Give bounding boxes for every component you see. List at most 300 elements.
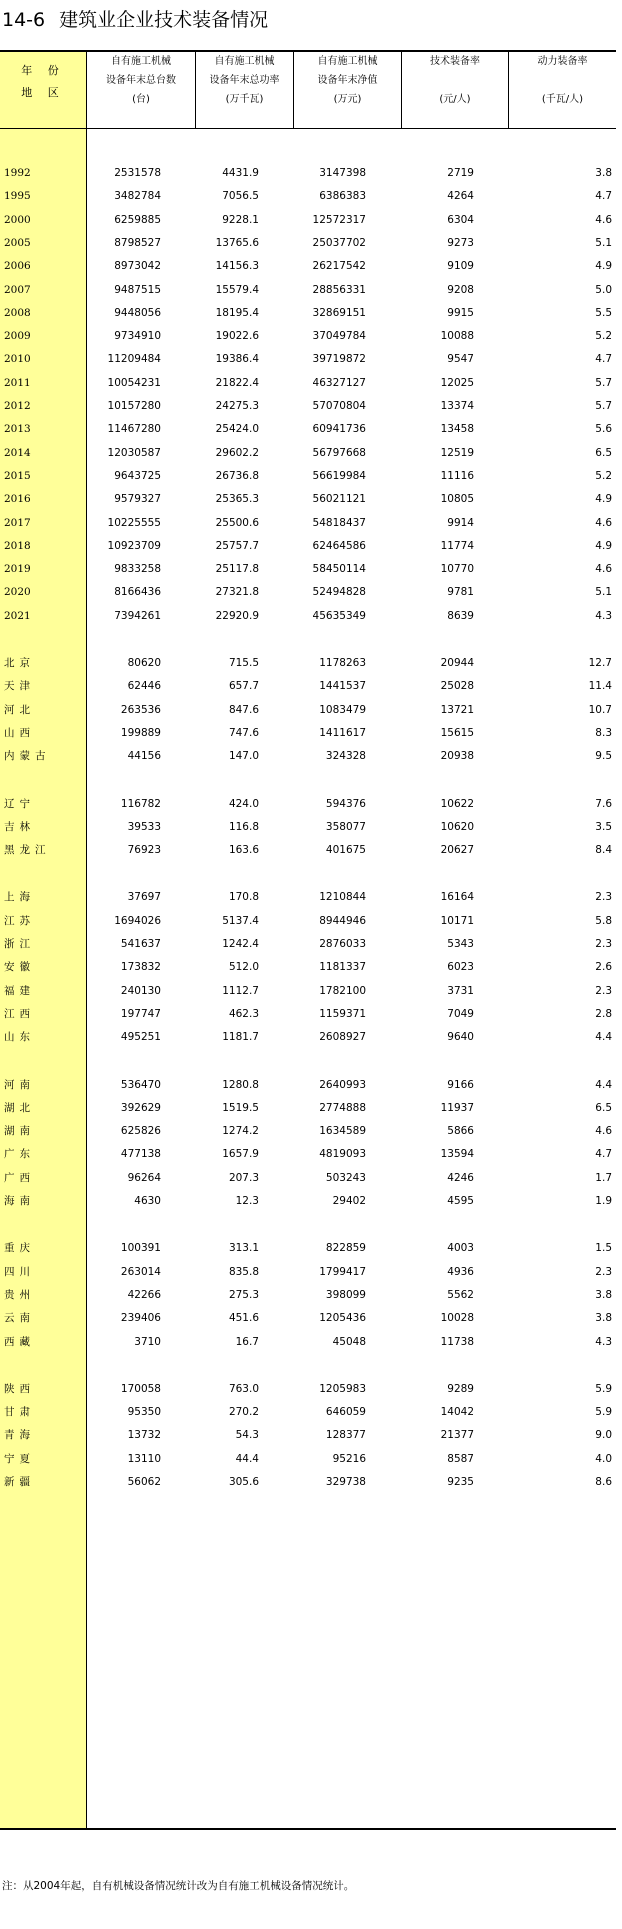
region-row <box>0 793 616 815</box>
equipment-count: 625826 <box>120 1125 161 1138</box>
tech-equipment-rate: 21377 <box>440 1429 474 1442</box>
power-equipment-rate: 5.8 <box>595 914 612 927</box>
power-equipment-rate: 4.6 <box>595 1125 612 1138</box>
year-row <box>0 209 616 231</box>
row-label: 内蒙古 <box>4 750 51 763</box>
total-power: 13765.6 <box>215 236 259 249</box>
footnote: 注：从2004年起，自有机械设备情况统计改为自有施工机械设备情况统计。 <box>2 1880 355 1892</box>
table-header <box>0 52 616 129</box>
region-row <box>0 886 616 908</box>
row-label: 上海 <box>4 891 35 904</box>
power-equipment-rate: 2.6 <box>595 961 612 974</box>
power-equipment-rate: 4.9 <box>595 493 612 506</box>
region-row <box>0 839 616 861</box>
net-value: 2608927 <box>319 1031 366 1044</box>
year-row <box>0 302 616 324</box>
header-col-5-unit: (千瓦/人) <box>541 94 584 105</box>
region-row <box>0 745 616 767</box>
region-row <box>0 816 616 838</box>
total-power: 22920.9 <box>215 609 259 622</box>
net-value: 822859 <box>325 1242 366 1255</box>
power-equipment-rate: 6.5 <box>595 446 612 459</box>
total-power: 24275.3 <box>215 400 259 412</box>
net-value: 54818437 <box>312 516 366 529</box>
tech-equipment-rate: 6023 <box>447 961 474 974</box>
region-row <box>0 980 616 1002</box>
total-power: 657.7 <box>228 680 259 693</box>
tech-equipment-rate: 9640 <box>447 1031 474 1044</box>
year-row <box>0 418 616 440</box>
row-label: 福建 <box>4 984 35 997</box>
region-row <box>0 675 616 697</box>
power-equipment-rate: 2.3 <box>595 1265 612 1278</box>
equipment-count: 9643725 <box>114 469 161 482</box>
equipment-count: 100391 <box>120 1242 161 1255</box>
power-equipment-rate: 4.7 <box>595 1148 612 1161</box>
power-equipment-rate: 4.7 <box>595 190 612 203</box>
row-label: 2005 <box>4 236 31 249</box>
total-power: 26736.8 <box>215 469 259 482</box>
equipment-count: 62446 <box>127 680 161 693</box>
tech-equipment-rate: 12025 <box>440 376 474 389</box>
total-power: 21822.4 <box>215 376 259 389</box>
row-label: 2010 <box>4 353 31 366</box>
tech-equipment-rate: 4936 <box>447 1265 474 1278</box>
power-equipment-rate: 2.3 <box>595 938 612 950</box>
total-power: 747.6 <box>228 726 259 739</box>
tech-equipment-rate: 9547 <box>447 353 474 366</box>
tech-equipment-rate: 10028 <box>440 1312 474 1325</box>
power-equipment-rate: 7.6 <box>595 797 612 810</box>
tech-equipment-rate: 10805 <box>440 493 474 506</box>
power-equipment-rate: 5.5 <box>595 306 612 319</box>
region-row <box>0 1120 616 1142</box>
row-label: 江西 <box>4 1007 35 1020</box>
equipment-count: 11467280 <box>107 423 161 436</box>
total-power: 29602.2 <box>215 446 259 459</box>
region-row <box>0 1167 616 1189</box>
tech-equipment-rate: 11116 <box>440 469 474 482</box>
power-equipment-rate: 6.5 <box>595 1101 612 1114</box>
tech-equipment-rate: 10770 <box>440 563 474 576</box>
stub-header-year: 年 份 <box>21 64 65 77</box>
region-row <box>0 1237 616 1259</box>
total-power: 424.0 <box>228 797 259 810</box>
total-power: 19022.6 <box>215 330 259 343</box>
tech-equipment-rate: 7049 <box>447 1007 474 1020</box>
year-row <box>0 325 616 347</box>
total-power: 462.3 <box>228 1007 259 1020</box>
region-row <box>0 1003 616 1025</box>
power-equipment-rate: 5.1 <box>595 586 612 599</box>
region-row <box>0 722 616 744</box>
tech-equipment-rate: 9166 <box>447 1078 474 1091</box>
total-power: 305.6 <box>228 1476 259 1488</box>
power-equipment-rate: 4.6 <box>595 563 612 576</box>
tech-equipment-rate: 6304 <box>447 213 474 226</box>
power-equipment-rate: 4.9 <box>595 260 612 273</box>
equipment-count: 170058 <box>120 1382 161 1395</box>
tech-equipment-rate: 9109 <box>447 260 474 273</box>
power-equipment-rate: 5.9 <box>595 1382 612 1395</box>
equipment-count: 10225555 <box>107 516 161 529</box>
equipment-count: 9734910 <box>114 330 161 343</box>
power-equipment-rate: 5.6 <box>595 423 612 436</box>
tech-equipment-rate: 5343 <box>447 938 474 950</box>
region-row <box>0 652 616 674</box>
header-col-4 <box>402 52 509 128</box>
row-label: 2000 <box>4 213 31 226</box>
power-equipment-rate: 2.3 <box>595 891 612 904</box>
total-power: 1112.7 <box>222 984 259 997</box>
tech-equipment-rate: 10088 <box>440 330 474 343</box>
row-label: 云南 <box>4 1312 35 1325</box>
net-value: 4819093 <box>319 1148 366 1161</box>
table-title: 建筑业企业技术装备情况 <box>59 9 269 31</box>
total-power: 54.3 <box>235 1429 259 1442</box>
total-power: 1519.5 <box>222 1101 259 1114</box>
power-equipment-rate: 2.3 <box>595 984 612 997</box>
equipment-count: 10054231 <box>107 376 161 389</box>
header-col-1-unit: (台) <box>132 94 150 105</box>
region-row <box>0 699 616 721</box>
equipment-count: 42266 <box>127 1288 161 1301</box>
equipment-count: 39533 <box>127 820 161 833</box>
net-value: 45048 <box>332 1335 366 1348</box>
net-value: 56021121 <box>312 493 366 506</box>
power-equipment-rate: 12.7 <box>588 657 612 669</box>
net-value: 358077 <box>325 820 366 833</box>
table-number: 14-6 <box>2 9 46 31</box>
row-label: 山东 <box>4 1031 35 1044</box>
row-label: 山西 <box>4 726 35 739</box>
total-power: 847.6 <box>228 703 259 716</box>
row-label: 2006 <box>4 260 31 273</box>
tech-equipment-rate: 14042 <box>440 1406 474 1419</box>
net-value: 56797668 <box>312 446 366 459</box>
net-value: 128377 <box>325 1429 366 1442</box>
total-power: 1242.4 <box>222 938 259 950</box>
net-value: 56619984 <box>312 469 366 482</box>
equipment-count: 239406 <box>120 1312 161 1325</box>
total-power: 1280.8 <box>222 1078 259 1091</box>
row-label: 河南 <box>4 1078 35 1091</box>
region-row <box>0 1471 616 1493</box>
total-power: 763.0 <box>228 1382 259 1395</box>
equipment-count: 9833258 <box>114 563 161 576</box>
row-label: 2011 <box>4 376 31 389</box>
region-row <box>0 1097 616 1119</box>
year-row <box>0 395 616 417</box>
net-value: 646059 <box>325 1406 366 1419</box>
net-value: 1634589 <box>319 1125 366 1138</box>
header-col-5-line-2 <box>509 71 616 90</box>
total-power: 9228.1 <box>222 213 259 226</box>
equipment-count: 10923709 <box>107 539 161 552</box>
equipment-count: 95350 <box>127 1406 161 1419</box>
net-value: 503243 <box>325 1171 366 1184</box>
row-label: 2019 <box>4 563 31 576</box>
equipment-count: 536470 <box>120 1078 161 1091</box>
tech-equipment-rate: 11774 <box>440 539 474 552</box>
equipment-count: 11209484 <box>107 353 161 366</box>
row-label: 贵州 <box>4 1288 35 1301</box>
power-equipment-rate: 8.6 <box>595 1476 612 1488</box>
header-col-5 <box>509 52 616 128</box>
tech-equipment-rate: 8639 <box>447 609 474 622</box>
total-power: 207.3 <box>228 1171 259 1184</box>
row-label: 江苏 <box>4 914 35 927</box>
header-col-3-line-1: 自有施工机械 <box>317 56 378 67</box>
tech-equipment-rate: 3731 <box>447 984 474 997</box>
header-col-3-unit: (万元) <box>333 94 362 105</box>
header-col-2-unit: (万千瓦) <box>225 94 264 105</box>
net-value: 1210844 <box>319 891 366 904</box>
equipment-count: 197747 <box>120 1007 161 1020</box>
net-value: 8944946 <box>319 914 366 927</box>
equipment-count: 37697 <box>127 891 161 904</box>
header-col-3 <box>294 52 402 128</box>
region-row <box>0 910 616 932</box>
net-value: 2876033 <box>319 938 366 950</box>
tech-equipment-rate: 11937 <box>440 1101 474 1114</box>
total-power: 512.0 <box>228 961 259 974</box>
row-label: 辽宁 <box>4 797 35 810</box>
net-value: 28856331 <box>312 283 366 296</box>
header-col-2-line-2: 设备年末总功率 <box>209 75 280 86</box>
equipment-count: 8973042 <box>114 260 161 273</box>
power-equipment-rate: 4.4 <box>595 1031 612 1044</box>
equipment-count: 1694026 <box>114 914 161 927</box>
year-row <box>0 348 616 370</box>
power-equipment-rate: 3.8 <box>595 1288 612 1301</box>
equipment-count: 7394261 <box>114 609 161 622</box>
row-label: 西藏 <box>4 1335 35 1348</box>
total-power: 4431.9 <box>222 167 259 179</box>
total-power: 25500.6 <box>215 516 259 529</box>
header-col-1-line-2: 设备年末总台数 <box>106 75 176 86</box>
equipment-count: 173832 <box>120 961 161 974</box>
region-row <box>0 1331 616 1353</box>
total-power: 27321.8 <box>215 586 259 599</box>
header-col-4-unit: (元/人) <box>439 94 471 105</box>
year-row <box>0 162 616 184</box>
power-equipment-rate: 5.7 <box>595 376 612 389</box>
net-value: 37049784 <box>312 330 366 343</box>
tech-equipment-rate: 5562 <box>447 1288 474 1301</box>
region-row <box>0 1401 616 1423</box>
net-value: 324328 <box>325 750 366 763</box>
row-label: 2020 <box>4 586 31 599</box>
net-value: 29402 <box>332 1195 366 1207</box>
equipment-count: 12030587 <box>107 446 161 459</box>
net-value: 57070804 <box>312 400 366 412</box>
year-row <box>0 232 616 254</box>
total-power: 147.0 <box>228 750 259 763</box>
total-power: 7056.5 <box>222 190 259 203</box>
power-equipment-rate: 8.3 <box>595 726 612 739</box>
row-label: 吉林 <box>4 820 35 833</box>
equipment-count: 541637 <box>120 938 161 950</box>
region-row <box>0 1190 616 1212</box>
power-equipment-rate: 4.0 <box>595 1452 612 1465</box>
region-row <box>0 1026 616 1048</box>
power-equipment-rate: 1.9 <box>595 1195 612 1207</box>
equipment-count: 263536 <box>120 703 161 716</box>
year-row <box>0 372 616 394</box>
total-power: 170.8 <box>228 891 259 904</box>
tech-equipment-rate: 9235 <box>447 1476 474 1488</box>
net-value: 1178263 <box>319 657 366 669</box>
total-power: 163.6 <box>228 844 259 857</box>
row-label: 海南 <box>4 1195 35 1207</box>
row-label: 湖北 <box>4 1101 35 1114</box>
region-row <box>0 1284 616 1306</box>
net-value: 32869151 <box>312 306 366 319</box>
net-value: 1083479 <box>319 703 366 716</box>
equipment-count: 3482784 <box>114 190 161 203</box>
equipment-count: 9487515 <box>114 283 161 296</box>
row-label: 2014 <box>4 446 31 459</box>
total-power: 270.2 <box>228 1406 259 1419</box>
year-row <box>0 185 616 207</box>
row-label: 1995 <box>4 190 31 203</box>
total-power: 25424.0 <box>215 423 259 436</box>
net-value: 52494828 <box>312 586 366 599</box>
year-row <box>0 512 616 534</box>
tech-equipment-rate: 13374 <box>440 400 474 412</box>
row-label: 2021 <box>4 609 31 622</box>
total-power: 15579.4 <box>215 283 259 296</box>
header-col-4-line-1: 技术装备率 <box>430 56 480 67</box>
net-value: 1441537 <box>319 680 366 693</box>
row-label: 湖南 <box>4 1125 35 1138</box>
row-label: 2012 <box>4 400 31 412</box>
total-power: 12.3 <box>235 1195 259 1207</box>
row-label: 宁夏 <box>4 1452 35 1465</box>
total-power: 835.8 <box>228 1265 259 1278</box>
equipment-count: 10157280 <box>107 400 161 412</box>
equipment-count: 13110 <box>127 1452 161 1465</box>
year-row <box>0 255 616 277</box>
total-power: 16.7 <box>235 1335 259 1348</box>
region-row <box>0 933 616 955</box>
power-equipment-rate: 9.5 <box>595 750 612 763</box>
tech-equipment-rate: 9273 <box>447 236 474 249</box>
region-row <box>0 1424 616 1446</box>
tech-equipment-rate: 2719 <box>447 167 474 179</box>
equipment-count: 199889 <box>120 726 161 739</box>
net-value: 1181337 <box>319 961 366 974</box>
tech-equipment-rate: 25028 <box>440 680 474 693</box>
year-row <box>0 488 616 510</box>
equipment-count: 2531578 <box>114 167 161 179</box>
tech-equipment-rate: 9915 <box>447 306 474 319</box>
power-equipment-rate: 4.3 <box>595 609 612 622</box>
tech-equipment-rate: 10620 <box>440 820 474 833</box>
power-equipment-rate: 5.2 <box>595 330 612 343</box>
net-value: 12572317 <box>312 213 366 226</box>
net-value: 3147398 <box>319 167 366 179</box>
header-col-1 <box>87 52 196 128</box>
row-label: 浙江 <box>4 938 35 950</box>
total-power: 313.1 <box>228 1242 259 1255</box>
region-row <box>0 1261 616 1283</box>
tech-equipment-rate: 20944 <box>440 657 474 669</box>
row-label: 2017 <box>4 516 31 529</box>
row-label: 1992 <box>4 167 31 179</box>
tech-equipment-rate: 4246 <box>447 1171 474 1184</box>
row-label: 四川 <box>4 1265 35 1278</box>
equipment-count: 4630 <box>134 1195 161 1207</box>
power-equipment-rate: 3.5 <box>595 820 612 833</box>
tech-equipment-rate: 13458 <box>440 423 474 436</box>
year-row <box>0 581 616 603</box>
net-value: 1205983 <box>319 1382 366 1395</box>
header-col-3-line-2: 设备年末净值 <box>317 75 378 86</box>
net-value: 26217542 <box>312 260 366 273</box>
tech-equipment-rate: 10622 <box>440 797 474 810</box>
net-value: 39719872 <box>312 353 366 366</box>
net-value: 25037702 <box>312 236 366 249</box>
row-label: 黑龙江 <box>4 844 51 857</box>
equipment-count: 9448056 <box>114 306 161 319</box>
net-value: 398099 <box>325 1288 366 1301</box>
net-value: 46327127 <box>312 376 366 389</box>
tech-equipment-rate: 4003 <box>447 1242 474 1255</box>
header-col-1-line-1: 自有施工机械 <box>111 56 171 67</box>
row-label: 新疆 <box>4 1476 35 1488</box>
row-label: 安徽 <box>4 961 35 974</box>
equipment-count: 8798527 <box>114 236 161 249</box>
equipment-count: 263014 <box>120 1265 161 1278</box>
tech-equipment-rate: 12519 <box>440 446 474 459</box>
tech-equipment-rate: 9208 <box>447 283 474 296</box>
row-label: 北京 <box>4 657 35 669</box>
row-label: 河北 <box>4 703 35 716</box>
equipment-count: 495251 <box>120 1031 161 1044</box>
power-equipment-rate: 5.0 <box>595 283 612 296</box>
total-power: 715.5 <box>228 657 259 669</box>
total-power: 1181.7 <box>222 1031 259 1044</box>
equipment-count: 9579327 <box>114 493 161 506</box>
tech-equipment-rate: 13594 <box>440 1148 474 1161</box>
power-equipment-rate: 5.7 <box>595 400 612 412</box>
power-equipment-rate: 1.5 <box>595 1242 612 1255</box>
row-label: 2018 <box>4 539 31 552</box>
power-equipment-rate: 1.7 <box>595 1171 612 1184</box>
tech-equipment-rate: 9289 <box>447 1382 474 1395</box>
total-power: 14156.3 <box>215 260 259 273</box>
net-value: 2640993 <box>319 1078 366 1091</box>
year-row <box>0 442 616 464</box>
equipment-count: 116782 <box>120 797 161 810</box>
power-equipment-rate: 9.0 <box>595 1429 612 1442</box>
total-power: 19386.4 <box>215 353 259 366</box>
page-title <box>2 6 268 34</box>
header-col-5-line-1: 动力装备率 <box>537 56 588 67</box>
net-value: 60941736 <box>312 423 366 436</box>
tech-equipment-rate: 16164 <box>440 891 474 904</box>
equipment-count: 477138 <box>120 1148 161 1161</box>
total-power: 25365.3 <box>215 493 259 506</box>
net-value: 401675 <box>325 844 366 857</box>
row-label: 2009 <box>4 330 31 343</box>
data-table <box>0 50 616 1830</box>
power-equipment-rate: 4.4 <box>595 1078 612 1091</box>
power-equipment-rate: 4.6 <box>595 516 612 529</box>
equipment-count: 44156 <box>127 750 161 763</box>
